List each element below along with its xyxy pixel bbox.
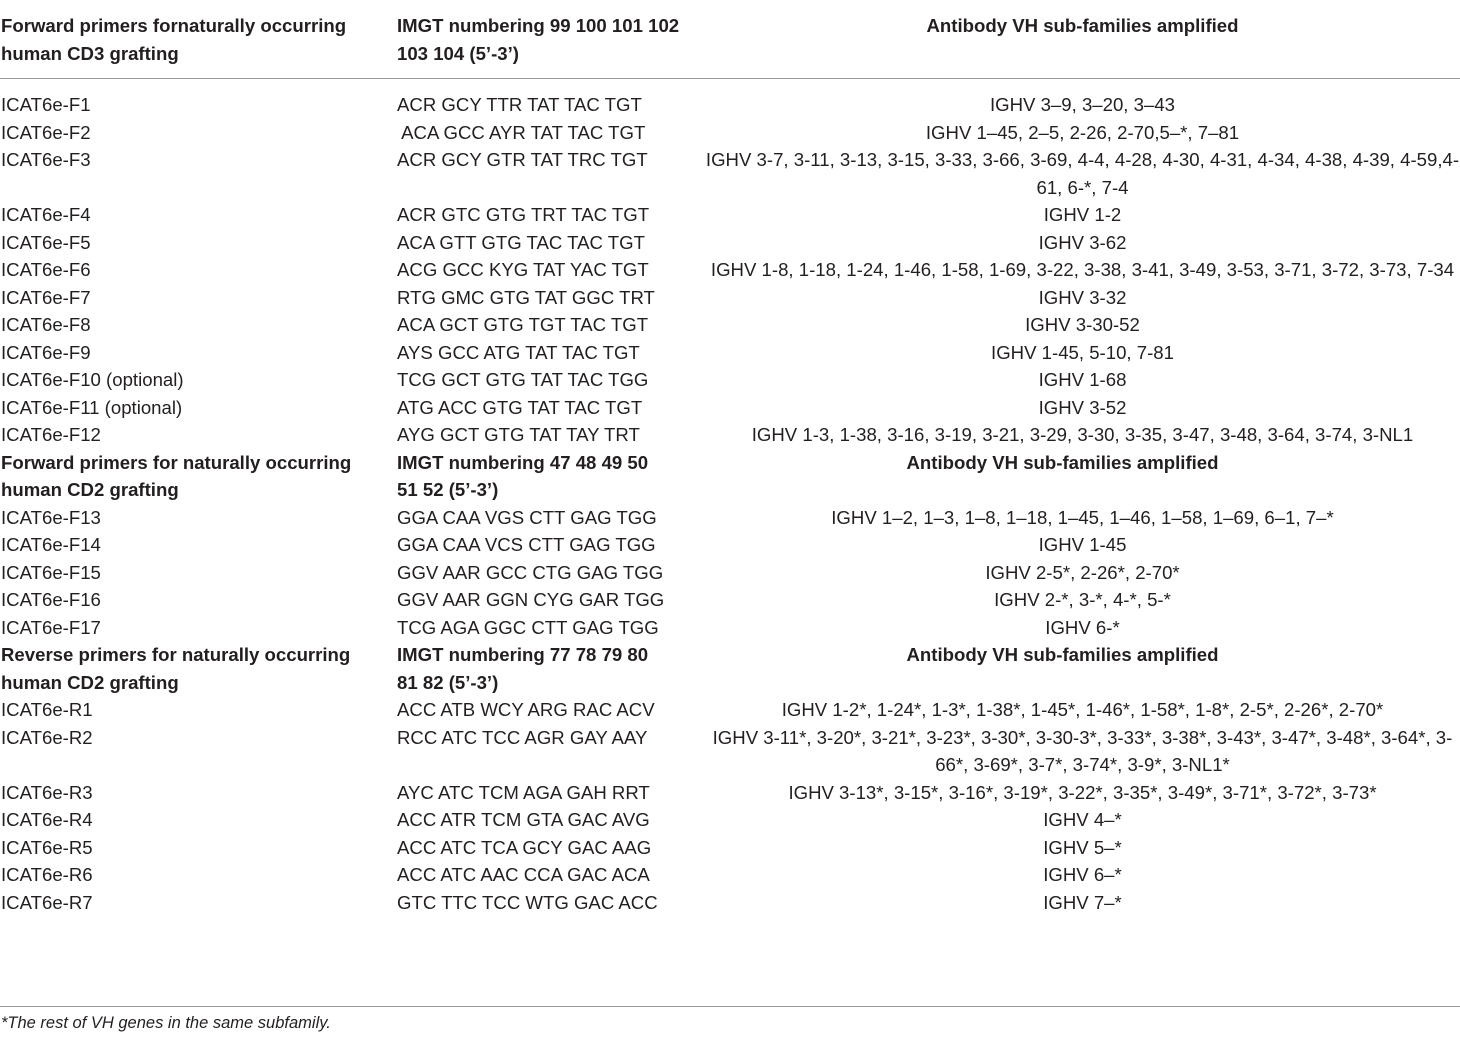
primer-name: ICAT6e-F1	[1, 94, 91, 115]
subheader-primer-name: Reverse primers for naturally occurring human CD2 grafting	[1, 644, 351, 693]
vh-subfamilies: IGHV 3-32	[1038, 286, 1127, 308]
primer-name: ICAT6e-F14	[1, 534, 101, 555]
primer-sequence: ACG GCC KYG TAT YAC TGT	[397, 259, 649, 280]
primer-sequence: TCG GCT GTG TAT TAC TGG	[397, 369, 649, 390]
primer-name: ICAT6e-F9	[1, 341, 91, 363]
vh-subfamilies: IGHV 1-68	[1038, 369, 1127, 390]
subheader-primer-name: Forward primers for naturally occurring human CD2 grafting	[1, 451, 352, 500]
vh-subfamilies: IGHV 3-62	[1038, 231, 1127, 253]
primer-name: ICAT6e-R6	[1, 864, 93, 885]
vh-subfamilies: IGHV 1-8, 1-18, 1-24, 1-46, 1-58, 1-69, 3-22, 3-38, 3-41, 3-49, 3-53, 3-71, 3-72, 3-73, 7-34	[710, 259, 1455, 280]
primer-name: ICAT6e-F13	[1, 506, 101, 528]
primer-name: ICAT6e-R4	[1, 809, 93, 830]
primer-name: ICAT6e-F2	[1, 121, 91, 143]
primer-sequence: ACA GCT GTG TGT TAC TGT	[397, 314, 649, 335]
table-row	[0, 421, 1460, 449]
primer-name: ICAT6e-F16	[1, 589, 101, 610]
vh-subfamilies: IGHV 1–45, 2–5, 2-26, 2-70,5–*, 7–81	[925, 121, 1240, 143]
primer-sequence: ACC ATB WCY ARG RAC ACV	[397, 699, 655, 720]
vh-subfamilies: IGHV 3–9, 3–20, 3–43	[989, 94, 1176, 115]
table-row	[0, 614, 1460, 642]
table-subheader	[0, 641, 1460, 696]
primer-name: ICAT6e-F3	[1, 149, 91, 170]
vh-subfamilies: IGHV 1-2*, 1-24*, 1-3*, 1-38*, 1-45*, 1-46*, 1-58*, 1-8*, 2-5*, 2-26*, 2-70*	[781, 699, 1384, 720]
primer-sequence: AYG GCT GTG TAT TAY TRT	[397, 424, 640, 445]
primer-name: ICAT6e-R1	[1, 699, 93, 720]
vh-subfamilies: IGHV 1-3, 1-38, 3-16, 3-19, 3-21, 3-29, 3-30, 3-35, 3-47, 3-48, 3-64, 3-74, 3-NL1	[751, 424, 1414, 445]
table-row	[0, 119, 1460, 147]
primer-name: ICAT6e-F17	[1, 616, 101, 638]
table-row	[0, 256, 1460, 284]
table-header	[0, 0, 1460, 79]
table-row	[0, 861, 1460, 889]
primer-sequence: ACC ATC TCA GCY GAC AAG	[397, 836, 652, 858]
primer-name: ICAT6e-R7	[1, 891, 93, 913]
primer-sequence: GTC TTC TCC WTG GAC ACC	[397, 891, 658, 913]
primer-name: ICAT6e-R3	[1, 781, 93, 803]
vh-subfamilies: IGHV 2-5*, 2-26*, 2-70*	[985, 561, 1180, 583]
vh-subfamilies: IGHV 3-13*, 3-15*, 3-16*, 3-19*, 3-22*, 3-35*, 3-49*, 3-71*, 3-72*, 3-73*	[788, 781, 1377, 803]
table-row	[0, 889, 1460, 917]
footnote: *The rest of VH genes in the same subfamily.	[1, 1014, 331, 1032]
primer-name: ICAT6e-F15	[1, 561, 101, 583]
primer-name: ICAT6e-F8	[1, 314, 91, 335]
table-row	[0, 834, 1460, 862]
primer-name: ICAT6e-F7	[1, 286, 91, 308]
table-row	[0, 284, 1460, 312]
subheader-vh-subfamilies: Antibody VH sub-families amplified	[906, 644, 1219, 665]
vh-subfamilies: IGHV 6–*	[1043, 864, 1122, 885]
table-row	[0, 504, 1460, 532]
primer-sequence: ACR GCY TTR TAT TAC TGT	[397, 94, 642, 115]
vh-subfamilies: IGHV 1-45	[1038, 534, 1127, 555]
table-row	[0, 366, 1460, 394]
table-row	[0, 311, 1460, 339]
table-row	[0, 724, 1460, 779]
vh-subfamilies: IGHV 1-2	[1043, 204, 1122, 225]
primer-name: ICAT6e-F10 (optional)	[1, 369, 184, 390]
header-primer-name: Forward primers fornaturally occurring human CD3 grafting	[1, 15, 347, 64]
vh-subfamilies: IGHV 3-30-52	[1025, 314, 1140, 335]
subheader-vh-subfamilies: Antibody VH sub-families amplified	[906, 451, 1219, 473]
primer-sequence: AYC ATC TCM AGA GAH RRT	[397, 781, 650, 803]
table-row	[0, 146, 1460, 201]
table-row	[0, 559, 1460, 587]
vh-subfamilies: IGHV 6-*	[1045, 616, 1120, 638]
table-row	[0, 201, 1460, 229]
primer-name: ICAT6e-F6	[1, 259, 91, 280]
primer-sequence: ACA GTT GTG TAC TAC TGT	[397, 231, 645, 253]
primer-name: ICAT6e-F11 (optional)	[1, 396, 183, 418]
primer-sequence: GGA CAA VGS CTT GAG TGG	[397, 506, 657, 528]
table-row	[0, 806, 1460, 834]
vh-subfamilies: IGHV 3-11*, 3-20*, 3-21*, 3-23*, 3-30*, 3-30-3*, 3-33*, 3-38*, 3-43*, 3-47*, 3-48*, 3-64*, 3-66*, 3-69*, 3-7*, 3-74*, 3-9*, 3-NL1*	[712, 726, 1453, 775]
primer-sequence: ACC ATR TCM GTA GAC AVG	[397, 809, 650, 830]
primer-sequence: RTG GMC GTG TAT GGC TRT	[397, 286, 655, 308]
subheader-imgt-numbering: IMGT numbering 77 78 79 80 81 82 (5’-3’)	[397, 644, 649, 693]
primer-sequence: ACA GCC AYR TAT TAC TGT	[397, 121, 646, 143]
primer-name: ICAT6e-F4	[1, 204, 91, 225]
primer-sequence: ACC ATC AAC CCA GAC ACA	[397, 864, 650, 885]
primer-sequence: RCC ATC TCC AGR GAY AAY	[397, 726, 648, 748]
primer-name: ICAT6e-F5	[1, 231, 91, 253]
table-row	[0, 531, 1460, 559]
primer-name: ICAT6e-F12	[1, 424, 101, 445]
table-row	[0, 229, 1460, 257]
primer-sequence: ATG ACC GTG TAT TAC TGT	[397, 396, 643, 418]
primer-sequence: GGA CAA VCS CTT GAG TGG	[397, 534, 656, 555]
vh-subfamilies: IGHV 1-45, 5-10, 7-81	[991, 341, 1174, 363]
table-row	[0, 586, 1460, 614]
vh-subfamilies: IGHV 4–*	[1043, 809, 1122, 830]
table-body	[0, 79, 1460, 916]
vh-subfamilies: IGHV 7–*	[1043, 891, 1122, 913]
footer-divider	[0, 1006, 1460, 1007]
primer-sequence: ACR GCY GTR TAT TRC TGT	[397, 149, 648, 170]
primer-sequence: GGV AAR GCC CTG GAG TGG	[397, 561, 664, 583]
primer-name: ICAT6e-R5	[1, 836, 93, 858]
primer-sequence: ACR GTC GTG TRT TAC TGT	[397, 204, 650, 225]
primer-sequence: TCG AGA GGC CTT GAG TGG	[397, 616, 659, 638]
header-vh-subfamilies: Antibody VH sub-families amplified	[926, 15, 1239, 36]
table-row	[0, 339, 1460, 367]
vh-subfamilies: IGHV 5–*	[1043, 836, 1122, 858]
primer-name: ICAT6e-R2	[1, 726, 93, 748]
table-subheader	[0, 449, 1460, 504]
primer-sequence: GGV AAR GGN CYG GAR TGG	[397, 589, 665, 610]
table-row	[0, 394, 1460, 422]
subheader-imgt-numbering: IMGT numbering 47 48 49 50 51 52 (5’-3’)	[397, 451, 649, 500]
vh-subfamilies: IGHV 1–2, 1–3, 1–8, 1–18, 1–45, 1–46, 1–58, 1–69, 6–1, 7–*	[831, 506, 1334, 528]
primer-sequence: AYS GCC ATG TAT TAC TGT	[397, 341, 640, 363]
table-row	[0, 779, 1460, 807]
header-imgt-numbering: IMGT numbering 99 100 101 102 103 104 (5’-3’)	[397, 15, 680, 64]
vh-subfamilies: IGHV 3-7, 3-11, 3-13, 3-15, 3-33, 3-66, 3-69, 4-4, 4-28, 4-30, 4-31, 4-34, 4-38, 4-39, 4-59,4-61, 6-*, 7-4	[705, 149, 1460, 198]
vh-subfamilies: IGHV 3-52	[1038, 396, 1127, 418]
table-row	[0, 91, 1460, 119]
vh-subfamilies: IGHV 2-*, 3-*, 4-*, 5-*	[994, 589, 1171, 610]
table-row	[0, 696, 1460, 724]
